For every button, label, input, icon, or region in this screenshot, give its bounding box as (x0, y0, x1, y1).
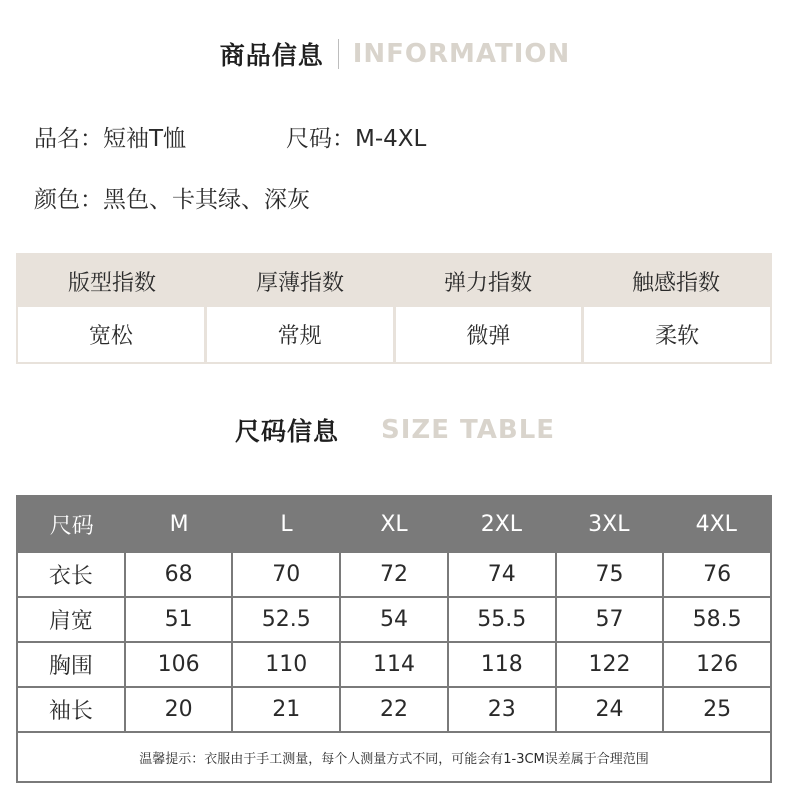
table-cell: 126 (664, 643, 770, 686)
table-cell: 58.5 (664, 598, 770, 641)
size-column-header: 3XL (588, 511, 630, 537)
attribute-value-cell: 柔软 (584, 307, 770, 362)
attribute-value-cell: 微弹 (396, 307, 582, 362)
attribute-header-cell: 厚薄指数 (255, 270, 344, 296)
attribute-header-cell: 版型指数 (67, 270, 156, 296)
table-cell: 70 (233, 553, 339, 596)
table-cell: 75 (557, 553, 663, 596)
attribute-header-row (18, 255, 770, 307)
table-cell: 118 (449, 643, 555, 686)
table-row (18, 643, 770, 686)
table-cell: 122 (557, 643, 663, 686)
table-cell: 72 (341, 553, 447, 596)
table-cell: 衣长 (18, 553, 124, 596)
table-cell: 23 (449, 688, 555, 731)
measurement-note: 温馨提示：衣服由于手工测量，每个人测量方式不同，可能会有1-3CM误差属于合理范围 (18, 733, 770, 781)
table-cell: 22 (341, 688, 447, 731)
attribute-header-cell: 弹力指数 (443, 270, 532, 296)
size-column-header: 4XL (695, 511, 737, 537)
size-column-header: 尺码 (49, 513, 94, 539)
table-cell: 76 (664, 553, 770, 596)
product-name: 品名：短袖T恤 (34, 126, 187, 152)
attribute-value-cell: 宽松 (18, 307, 204, 362)
size-section-header (0, 412, 790, 448)
product-size-range: 尺码：M-4XL (286, 126, 427, 152)
table-cell: 24 (557, 688, 663, 731)
product-colors: 颜色：黑色、卡其绿、深灰 (34, 187, 310, 213)
size-column-header: L (280, 511, 293, 537)
attribute-value-row (18, 307, 770, 362)
size-table-header-row (18, 497, 770, 551)
table-cell: 20 (126, 688, 232, 731)
size-column-header: 2XL (480, 511, 523, 537)
size-title-cn: 尺码信息 (234, 417, 339, 446)
attribute-header-cell: 触感指数 (631, 270, 720, 296)
table-cell: 21 (233, 688, 339, 731)
info-title-en: INFORMATION (352, 39, 571, 69)
table-row (18, 598, 770, 641)
info-title-cn: 商品信息 (219, 41, 324, 70)
table-cell: 52.5 (233, 598, 339, 641)
table-row (18, 688, 770, 731)
table-cell: 25 (664, 688, 770, 731)
size-column-header: XL (380, 511, 408, 537)
size-column-header: M (169, 511, 189, 537)
table-cell: 肩宽 (18, 598, 124, 641)
title-divider (338, 39, 339, 69)
table-cell: 57 (557, 598, 663, 641)
table-cell: 55.5 (449, 598, 555, 641)
table-cell: 106 (126, 643, 232, 686)
table-row (18, 553, 770, 596)
attribute-table (16, 253, 772, 364)
size-table (16, 495, 772, 783)
table-cell: 74 (449, 553, 555, 596)
table-cell: 114 (341, 643, 447, 686)
table-cell: 110 (233, 643, 339, 686)
table-cell: 54 (341, 598, 447, 641)
info-section-header (0, 36, 790, 72)
table-cell: 胸围 (18, 643, 124, 686)
size-title-en: SIZE TABLE (380, 415, 556, 445)
table-cell: 51 (126, 598, 232, 641)
table-cell: 68 (126, 553, 232, 596)
table-cell: 袖长 (18, 688, 124, 731)
attribute-value-cell: 常规 (207, 307, 393, 362)
